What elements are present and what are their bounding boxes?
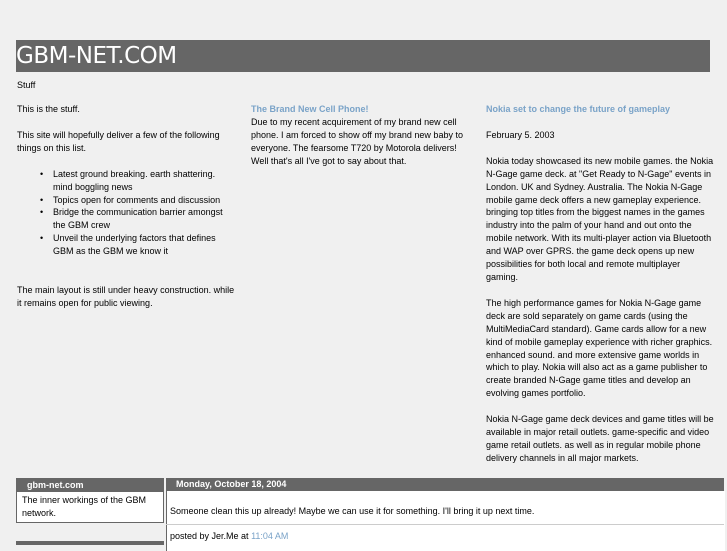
sidebar-box bbox=[16, 478, 164, 523]
phone-post-title[interactable]: The Brand New Cell Phone! bbox=[251, 104, 369, 114]
phone-column bbox=[251, 103, 473, 168]
blog-post-date: Monday, October 18, 2004 bbox=[176, 479, 287, 489]
nokia-post-title[interactable]: Nokia set to change the future of gameplay bbox=[486, 104, 671, 114]
nokia-post-date: February 5. 2003 bbox=[486, 129, 555, 140]
post-permalink-time[interactable]: 11:04 AM bbox=[251, 531, 289, 541]
intro-column bbox=[17, 103, 235, 323]
list-item: • Latest ground breaking. earth shattering. mind boggling news bbox=[53, 168, 235, 194]
sidebar-heading: gbm-net.com bbox=[17, 479, 163, 492]
site-title[interactable]: GBM-NET.COM bbox=[16, 43, 177, 69]
nokia-paragraph: Nokia N-Gage game deck devices and game titles will be available in major retail outlets. game-specific and video game retail outlets. as well as in regular mobile phone delivery channels in all major markets. bbox=[486, 414, 714, 463]
post-divider bbox=[166, 524, 724, 525]
sidebar-text: The inner workings of the GBM network. bbox=[22, 495, 147, 518]
nokia-column bbox=[486, 103, 714, 478]
sidebar-box-2 bbox=[16, 541, 164, 545]
list-item: • Topics open for comments and discussion bbox=[53, 194, 235, 207]
posted-by: posted by Jer.Me at bbox=[170, 531, 249, 541]
phone-post-body: Due to my recent acquirement of my brand new cell phone. I am forced to show off my brand new baby to everyone. The fearsome T720 by Motorola delivers! Well that's all I've got to say about that. bbox=[251, 116, 463, 166]
blog-post-body: Someone clean this up already! Maybe we can use it for something. I'll bring it up next time. bbox=[170, 506, 535, 516]
intro-text: This is the stuff. bbox=[17, 104, 80, 114]
nokia-paragraph: The high performance games for Nokia N-Gage game deck are sold separately on game cards (using the MultiMediaCard standard). Game cards allow for a new kind of mobile gameplay experience with richer graphics. enhanced sound. and more extensive game worlds in which to play. Nokia will also act as a game publisher to create branded N-Gage game titles and develop an evolving games portfolio. bbox=[486, 297, 713, 399]
blog-post-footer bbox=[170, 531, 288, 541]
list-item: • Bridge the communication barrier amongst the GBM crew bbox=[53, 206, 235, 232]
goals-list bbox=[17, 168, 235, 258]
intro-lead: This site will hopefully deliver a few of the following things on this list. bbox=[17, 129, 220, 153]
nokia-paragraph: Nokia today showcased its new mobile games. the Nokia N-Gage game deck. at "Get Ready to N-Gage" events in London. UK and Sydney. Australia. The Nokia N-Gage mobile game deck offers a new gameplay experience. bringing top titles from the biggest names in the games industry into the palm of your hand and out onto the mobile network. With its multi-player action via Bluetooth and WAP over GPRS. the game deck opens up new possibilities for both local and remote multiplayer gaming. bbox=[486, 155, 714, 282]
site-banner bbox=[16, 40, 710, 72]
blog-post-area bbox=[166, 491, 725, 551]
list-item: • Unveil the underlying factors that defines GBM as the GBM we know it bbox=[53, 232, 235, 258]
site-tagline: Stuff bbox=[17, 80, 36, 90]
blog-post-date-header bbox=[166, 478, 724, 491]
intro-outro: The main layout is still under heavy construction. while it remains open for public viewing. bbox=[17, 285, 235, 308]
